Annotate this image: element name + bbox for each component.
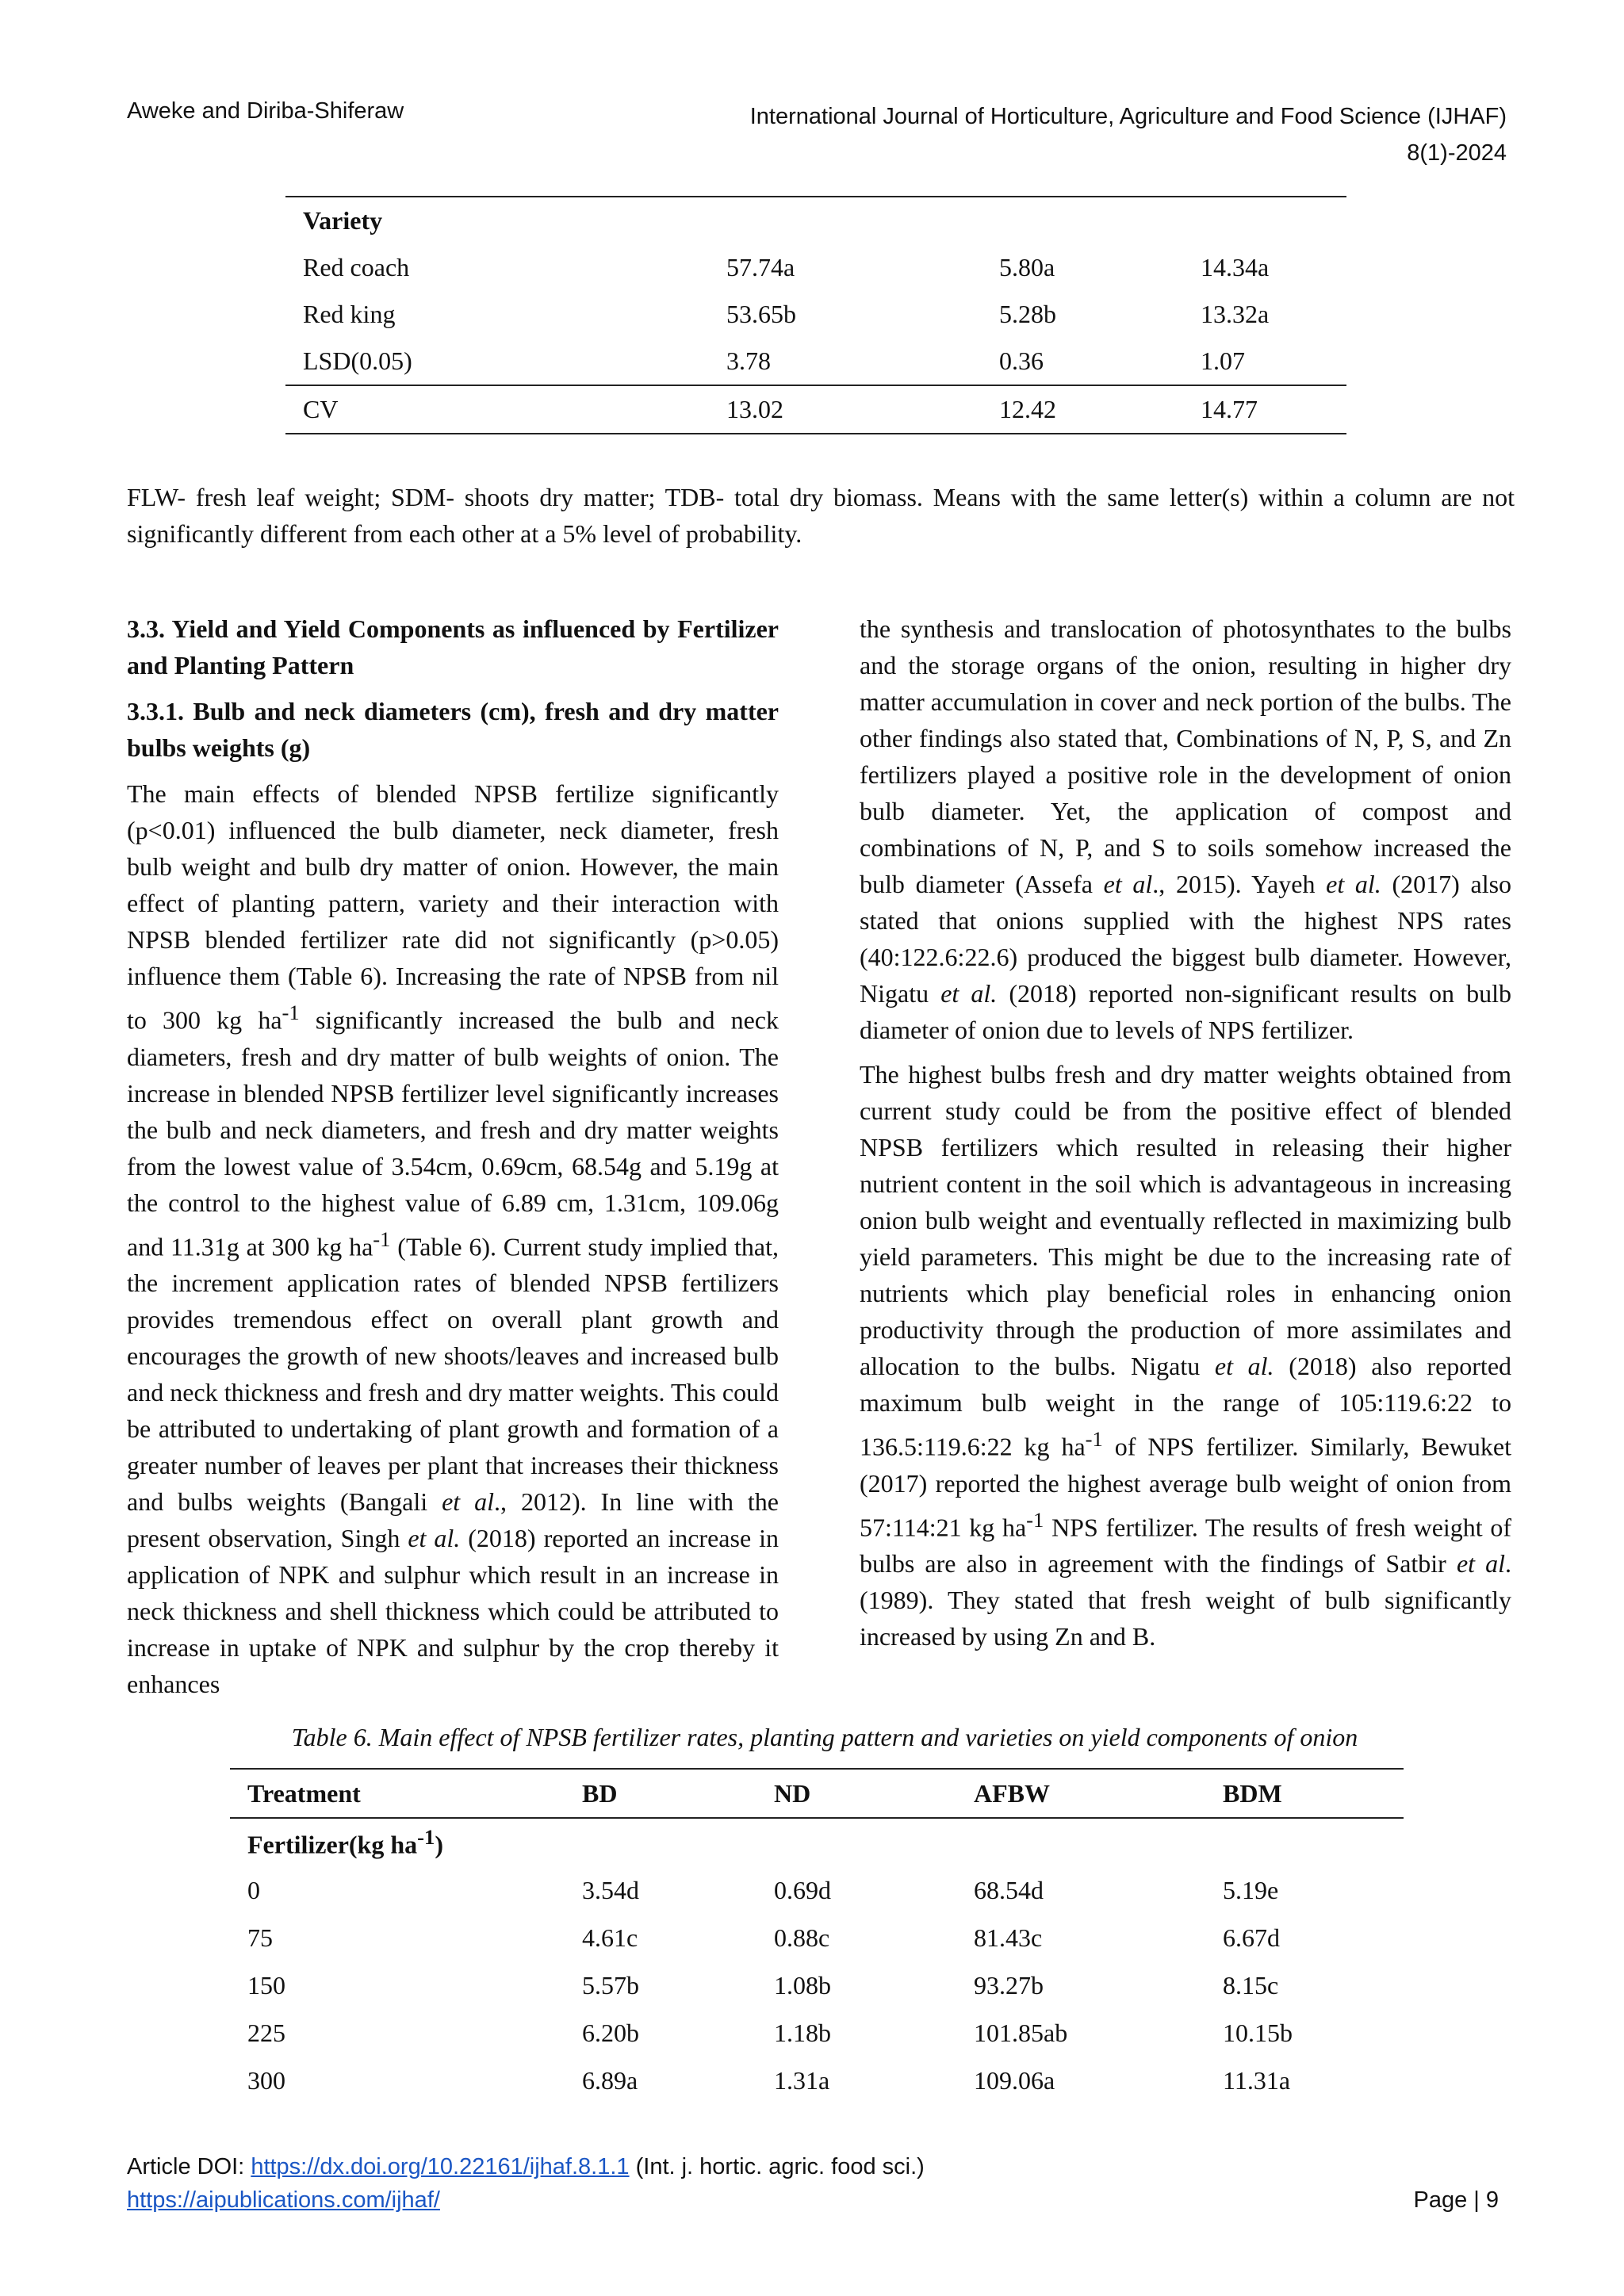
table-6 — [230, 1768, 1404, 2104]
body-paragraph: the synthesis and translocation of photosynthates to the bulbs and the storage organs of the onion, resulting in higher dry matter accumulation in cover and neck portion of the bulbs. The other findings also stated that, Combinations of N, P, S, and Zn fertilizers played a positive role in the development of onion bulb diameter. Yet, the application of compost and combinations of N, P, and S to soils somehow increased the bulb diameter (Assefa et al., 2015). Yayeh et al. (2017) also stated that onions supplied with the highest NPS rates (40:122.6:22.6) produced the biggest bulb diameter. However, Nigatu et al. (2018) reported non-significant results on bulb diameter of onion due to levels of NPS fertilizer. — [860, 614, 1512, 1044]
cell: 5.19e — [1223, 1875, 1279, 1904]
group-label-variety: Variety — [303, 206, 383, 235]
cell: 8.15c — [1223, 1970, 1279, 1999]
doi-link[interactable]: https://dx.doi.org/10.22161/ijhaf.8.1.1 — [251, 2154, 630, 2179]
cell: 93.27b — [974, 1970, 1044, 1999]
cell-flw: 3.78 — [726, 346, 771, 375]
table-row — [230, 1914, 1404, 1961]
doi-label: Article DOI: — [127, 2154, 251, 2179]
table-row — [230, 2057, 1404, 2104]
right-column — [860, 610, 1511, 1655]
cell: 225 — [247, 2018, 285, 2047]
left-column — [127, 610, 779, 1702]
cell: 150 — [247, 1970, 285, 1999]
cell-flw: 53.65b — [726, 300, 796, 328]
doi-suffix: (Int. j. hortic. agric. food sci.) — [629, 2154, 925, 2179]
cell: 0.88c — [774, 1923, 830, 1952]
table-5-continued — [285, 196, 1346, 434]
body-paragraph: The highest bulbs fresh and dry matter weights obtained from current study could be from the positive effect of blended NPSB fertilizers which resulted in releasing their higher nutrient content in the soil which is advantageous in increasing onion bulb weight and eventually reflected in maximizing bulb yield parameters. This might be due to the increasing rate of nutrients which play beneficial roles in enhancing onion productivity through the production of more assimilates and allocation to the bulbs. Nigatu et al. (2018) also reported maximum bulb weight in the range of 105:119.6:22 to 136.5:119.6:22 kg $ha^{-1}$ of NPS fertilizer. Similarly, Bewuket (2017) reported the highest average bulb weight of onion from 57:114:21 kg $ha^{-1}$ NPS fertilizer. The results of fresh weight of bulbs are also in agreement with the findings of Satbir et al. (1989). They stated that fresh weight of bulb significantly increased by using Zn and B. — [860, 1060, 1512, 1651]
cell: 5.57b — [582, 1970, 639, 1999]
cell: 11.31a — [1223, 2065, 1291, 2095]
cell: 6.20b — [582, 2018, 639, 2047]
cell-tdb: 14.34a — [1201, 253, 1270, 281]
table-row — [230, 1866, 1404, 1914]
cell: 0 — [247, 1875, 260, 1904]
table-row — [285, 197, 1346, 244]
header-authors: Aweke and Diriba-Shiferaw — [127, 98, 404, 124]
table-row — [285, 291, 1346, 338]
cell-sdm: 5.28b — [999, 300, 1056, 328]
cell: 0.69d — [774, 1875, 831, 1904]
subsection-heading: 3.3.1. Bulb and neck diameters (cm), fresh and dry matter bulbs weights (g) — [127, 697, 779, 762]
table-row — [230, 1818, 1404, 1866]
section-heading: 3.3. Yield and Yield Components as influenced by Fertilizer and Planting Pattern — [127, 614, 779, 679]
header-nd: ND — [756, 1769, 956, 1818]
cell-sdm: 0.36 — [999, 346, 1044, 375]
header-treatment: Treatment — [230, 1769, 565, 1818]
table-row — [230, 2009, 1404, 2057]
cell: 1.31a — [774, 2065, 830, 2095]
cell: 68.54d — [974, 1875, 1044, 1904]
table-5-note: FLW- fresh leaf weight; SDM- shoots dry matter; TDB- total dry biomass. Means with the same letter(s) within a column are not significantly different from each other at a 5% level of probability. — [127, 483, 1515, 548]
cell: 109.06a — [974, 2065, 1055, 2095]
cell-name: Red king — [303, 300, 396, 328]
cell: 81.43c — [974, 1923, 1043, 1952]
footer-site-line — [127, 2183, 1499, 2217]
cell: 1.08b — [774, 1970, 831, 1999]
cell-name: CV — [285, 385, 709, 434]
cell-flw: 57.74a — [726, 253, 795, 281]
table-row — [285, 385, 1346, 434]
header-afbw: AFBW — [956, 1769, 1205, 1818]
table-header-row — [230, 1769, 1404, 1818]
cell: 6.67d — [1223, 1923, 1280, 1952]
cell-tdb: 14.77 — [1183, 385, 1346, 434]
cell: 101.85ab — [974, 2018, 1068, 2047]
header-bdm: BDM — [1205, 1769, 1404, 1818]
header-issue: 8(1)-2024 — [1407, 140, 1507, 166]
cell: 10.15b — [1223, 2018, 1293, 2047]
cell-name: Red coach — [303, 253, 410, 281]
page-number: Page | 9 — [1413, 2187, 1499, 2213]
cell-name: LSD(0.05) — [303, 346, 412, 375]
cell: 75 — [247, 1923, 273, 1952]
cell-tdb: 1.07 — [1201, 346, 1245, 375]
cell: 4.61c — [582, 1923, 638, 1952]
group-label-fertilizer: Fertilizer(kg $ha^{-1}$) — [247, 1825, 444, 1859]
body-paragraph: The main effects of blended NPSB fertilize significantly (p<0.01) influenced the bulb diameter, neck diameter, fresh bulb weight and bulb dry matter of onion. However, the main effect of planting pattern, variety and their interaction with NPSB blended fertilizer rate did not significantly (p>0.05) influence them (Table 6). Increasing the rate of NPSB from nil to 300 kg $ha^{-1}$ significantly increased the bulb and neck diameters, fresh and dry matter of bulb weights of onion. The increase in blended NPSB fertilizer level significantly increases the bulb and neck diameters, and fresh and dry matter weights from the lowest value of 3.54cm, 0.69cm, 68.54g and 5.19g at the control to the highest value of 6.89 cm, 1.31cm, 109.06g and 11.31g at 300 kg $ha^{-1}$ (Table 6). Current study implied that, the increment application rates of blended NPSB fertilizers provides tremendous effect on overall plant growth and encourages the growth of new shoots/leaves and increased bulb and neck thickness and fresh and dry matter weights. This could be attributed to undertaking of plant growth and formation of a greater number of leaves per plant that increases their thickness and bulbs weights (Bangali et al., 2012). In line with the present observation, Singh et al. (2018) reported an increase in application of NPK and sulphur which result in an increase in neck thickness and shell thickness which could be attributed to increase in uptake of NPK and sulphur by the crop thereby it enhances — [127, 779, 779, 1699]
cell-sdm: 12.42 — [982, 385, 1183, 434]
cell-flw: 13.02 — [709, 385, 982, 434]
table-row — [285, 244, 1346, 291]
header-bd: BD — [565, 1769, 756, 1818]
footer-doi-line — [127, 2150, 1499, 2183]
cell: 6.89a — [582, 2065, 638, 2095]
cell-tdb: 13.32a — [1201, 300, 1270, 328]
header-journal — [634, 98, 1507, 171]
table-6-caption: Table 6. Main effect of NPSB fertilizer rates, planting pattern and varieties on yield components of onion — [291, 1723, 1358, 1751]
cell: 3.54d — [582, 1875, 639, 1904]
page-footer — [127, 2150, 1499, 2217]
table-row — [230, 1961, 1404, 2009]
header-journal-title: International Journal of Horticulture, Agriculture and Food Science (IJHAF) — [749, 104, 1507, 129]
cell: 300 — [247, 2065, 285, 2095]
table-row — [285, 338, 1346, 385]
cell: 1.18b — [774, 2018, 831, 2047]
site-link[interactable]: https://aipublications.com/ijhaf/ — [127, 2187, 440, 2213]
cell-sdm: 5.80a — [999, 253, 1055, 281]
